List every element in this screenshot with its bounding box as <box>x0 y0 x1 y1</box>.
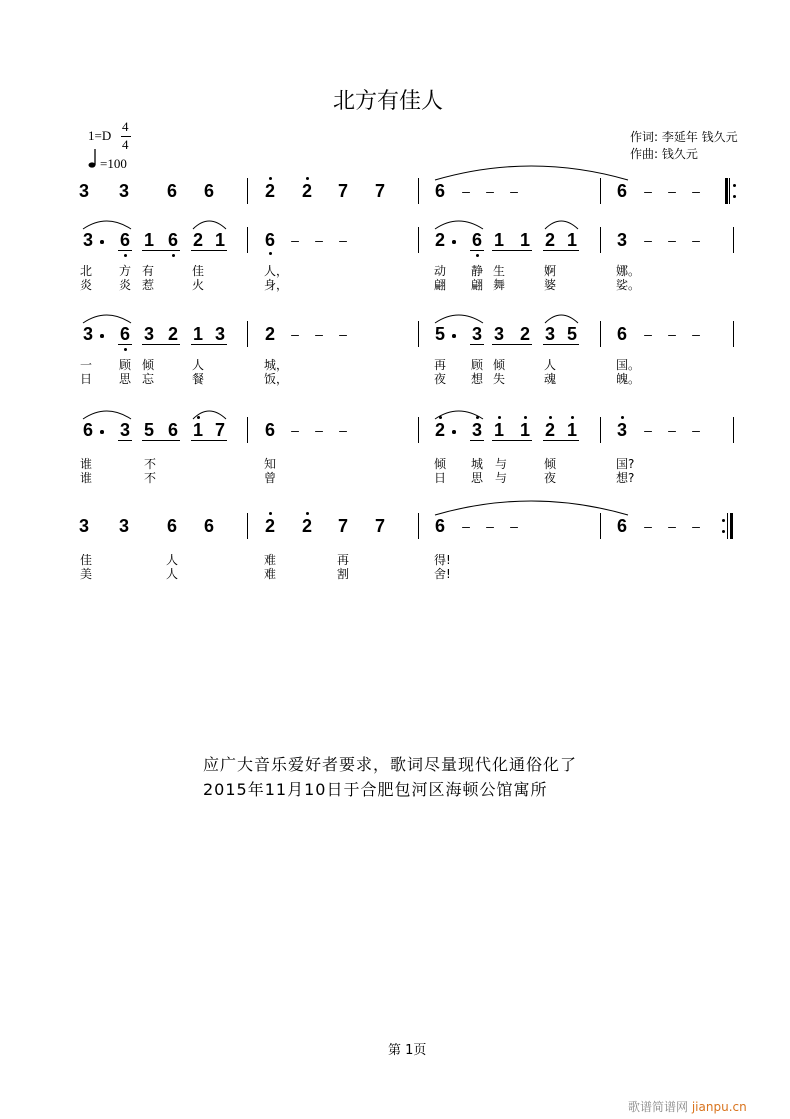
lyric-syllable: 忘 <box>142 372 155 386</box>
note: 1 <box>493 230 504 250</box>
barline <box>733 417 734 443</box>
lyric-syllable: 夜 <box>544 471 557 485</box>
octave-dot-below <box>124 348 127 351</box>
note: 6 <box>203 181 214 201</box>
sustain-dash: – <box>692 518 700 534</box>
lyric-syllable: 日 <box>80 372 93 386</box>
note: 3 <box>214 324 225 344</box>
slur <box>434 312 485 324</box>
repeat-barline <box>729 178 730 204</box>
note: 3 <box>118 516 129 536</box>
lyric-syllable: 人， <box>264 264 289 278</box>
lyric-syllable: 日 <box>434 471 447 485</box>
time-signature-top: 4 <box>122 119 129 134</box>
sustain-dash: – <box>644 422 652 438</box>
octave-dot-above <box>524 416 527 419</box>
barline <box>733 227 734 253</box>
sustain-dash: – <box>315 422 323 438</box>
remark-line-2: 2015年11月10日于合肥包河区海顿公馆寓所 <box>203 780 548 799</box>
sustain-dash: – <box>692 326 700 342</box>
sustain-dash: – <box>339 232 347 248</box>
eighth-underline <box>191 440 227 441</box>
sustain-dash: – <box>291 232 299 248</box>
lyric-syllable: 倾 <box>434 457 447 471</box>
barline <box>247 178 248 204</box>
note: 2 <box>167 324 178 344</box>
lyric-syllable: 魂 <box>544 372 557 386</box>
lyric-syllable: 人 <box>166 567 179 581</box>
tempo-marking: =100 <box>100 156 127 171</box>
note: 1 <box>143 230 154 250</box>
lyric-syllable: 佳 <box>192 264 205 278</box>
lyric-syllable: 不 <box>144 471 157 485</box>
barline <box>733 321 734 347</box>
lyric-syllable: 与 <box>495 457 508 471</box>
sustain-dash: – <box>339 326 347 342</box>
sustain-dash: – <box>291 422 299 438</box>
eighth-underline <box>543 440 579 441</box>
lyric-syllable: 与 <box>495 471 508 485</box>
note: 6 <box>434 516 445 536</box>
sustain-dash: – <box>315 326 323 342</box>
lyric-syllable: 国。 <box>616 358 641 372</box>
note: 6 <box>119 230 130 250</box>
octave-dot-above <box>549 416 552 419</box>
watermark-en: jianpu.cn <box>691 1100 747 1114</box>
lyric-syllable: 娑。 <box>616 278 641 292</box>
final-barline <box>727 513 728 539</box>
octave-dot-above <box>498 416 501 419</box>
sustain-dash: – <box>644 183 652 199</box>
note: 6 <box>166 181 177 201</box>
note: 3 <box>143 324 154 344</box>
note: 1 <box>493 420 504 440</box>
note: 7 <box>214 420 225 440</box>
lyric-syllable: 一 <box>80 358 93 372</box>
lyric-syllable: 炎 <box>119 278 132 292</box>
slur <box>434 498 630 516</box>
note: 2 <box>434 230 445 250</box>
lyric-syllable: 翩 <box>434 278 447 292</box>
barline <box>247 227 248 253</box>
sustain-dash: – <box>486 183 494 199</box>
repeat-dot <box>733 184 736 187</box>
note: 6 <box>203 516 214 536</box>
note: 1 <box>519 420 530 440</box>
slur <box>82 408 133 420</box>
time-signature-bottom: 4 <box>122 137 129 152</box>
octave-dot-above <box>269 512 272 515</box>
note: 2 <box>434 420 445 440</box>
lyric-syllable: 失 <box>493 372 506 386</box>
eighth-underline <box>470 440 484 441</box>
note: 3 <box>78 516 89 536</box>
lyric-syllable: 得! <box>434 553 451 567</box>
lyric-syllable: 炎 <box>80 278 93 292</box>
note: 7 <box>337 516 348 536</box>
note: 3 <box>493 324 504 344</box>
note: 3 <box>616 420 627 440</box>
note: 3 <box>471 324 482 344</box>
lyric-syllable: 有 <box>142 264 155 278</box>
barline <box>600 178 601 204</box>
lyric-syllable: 北 <box>80 264 93 278</box>
note: 2 <box>544 420 555 440</box>
eighth-underline <box>142 344 180 345</box>
lyric-syllable: 顾 <box>119 358 132 372</box>
note: 5 <box>566 324 577 344</box>
octave-dot-below <box>124 254 127 257</box>
note: 7 <box>374 516 385 536</box>
lyric-syllable: 难 <box>264 553 277 567</box>
barline <box>418 417 419 443</box>
lyricist-credit: 作词: 李延年 钱久元 <box>630 130 738 144</box>
augmentation-dot <box>100 240 104 244</box>
sustain-dash: – <box>668 422 676 438</box>
note: 2 <box>301 181 312 201</box>
barline <box>600 513 601 539</box>
augmentation-dot <box>452 334 456 338</box>
sustain-dash: – <box>291 326 299 342</box>
note: 1 <box>192 324 203 344</box>
note: 1 <box>214 230 225 250</box>
augmentation-dot <box>452 240 456 244</box>
lyric-syllable: 割 <box>337 567 350 581</box>
sustain-dash: – <box>692 422 700 438</box>
sustain-dash: – <box>644 518 652 534</box>
sustain-dash: – <box>692 232 700 248</box>
eighth-underline <box>118 440 132 441</box>
note: 6 <box>264 420 275 440</box>
note: 1 <box>192 420 203 440</box>
repeat-dot <box>722 530 725 533</box>
note: 3 <box>78 181 89 201</box>
eighth-underline <box>543 344 579 345</box>
octave-dot-above <box>621 416 624 419</box>
lyric-syllable: 知 <box>264 457 277 471</box>
remark-line-1: 应广大音乐爱好者要求，歌词尽量现代化通俗化了 <box>203 755 578 774</box>
eighth-underline <box>492 440 532 441</box>
lyric-syllable: 翩 <box>471 278 484 292</box>
barline <box>418 227 419 253</box>
lyric-syllable: 人 <box>544 358 557 372</box>
octave-dot-below <box>269 252 272 255</box>
lyric-syllable: 曾 <box>264 471 277 485</box>
lyric-syllable: 难 <box>264 567 277 581</box>
eighth-underline <box>470 344 484 345</box>
composer-credit: 作曲: 钱久元 <box>630 147 698 161</box>
eighth-underline <box>191 250 227 251</box>
watermark-cn: 歌谱简谱网 <box>628 1100 689 1114</box>
lyric-syllable: 再 <box>434 358 447 372</box>
lyric-syllable: 美 <box>80 567 93 581</box>
note: 3 <box>616 230 627 250</box>
lyric-syllable: 惹 <box>142 278 155 292</box>
slur <box>192 408 228 420</box>
slur <box>434 408 485 420</box>
slur <box>434 218 485 230</box>
note: 6 <box>166 516 177 536</box>
lyric-syllable: 静 <box>471 264 484 278</box>
note: 2 <box>264 181 275 201</box>
sustain-dash: – <box>668 183 676 199</box>
lyric-syllable: 想? <box>616 471 635 485</box>
octave-dot-above <box>571 416 574 419</box>
note: 2 <box>264 324 275 344</box>
lyric-syllable: 火 <box>192 278 205 292</box>
eighth-underline <box>142 250 180 251</box>
barline <box>418 513 419 539</box>
lyric-syllable: 身， <box>264 278 289 292</box>
slur <box>544 312 580 324</box>
note: 3 <box>82 230 93 250</box>
note: 6 <box>616 324 627 344</box>
barline <box>418 321 419 347</box>
lyric-syllable: 城 <box>471 457 484 471</box>
note: 6 <box>264 230 275 250</box>
note: 5 <box>143 420 154 440</box>
eighth-underline <box>470 250 484 251</box>
final-barline <box>730 513 733 539</box>
note: 1 <box>519 230 530 250</box>
eighth-underline <box>191 344 227 345</box>
note: 2 <box>192 230 203 250</box>
barline <box>600 227 601 253</box>
sustain-dash: – <box>462 518 470 534</box>
lyric-syllable: 谁 <box>80 457 93 471</box>
lyric-syllable: 生 <box>493 264 506 278</box>
note: 3 <box>82 324 93 344</box>
note: 7 <box>374 181 385 201</box>
note: 6 <box>616 516 627 536</box>
note: 6 <box>82 420 93 440</box>
note: 7 <box>337 181 348 201</box>
song-title: 北方有佳人 <box>332 89 443 114</box>
lyric-syllable: 谁 <box>80 471 93 485</box>
eighth-underline <box>543 250 579 251</box>
lyric-syllable: 思 <box>471 471 484 485</box>
sustain-dash: – <box>462 183 470 199</box>
octave-dot-above <box>306 177 309 180</box>
lyric-syllable: 舍! <box>434 567 451 581</box>
lyric-syllable: 佳 <box>80 553 93 567</box>
barline <box>600 321 601 347</box>
augmentation-dot <box>100 430 104 434</box>
key-signature: 1=D <box>88 128 112 143</box>
lyric-syllable: 倾 <box>493 358 506 372</box>
eighth-underline <box>492 250 532 251</box>
sustain-dash: – <box>315 232 323 248</box>
octave-dot-above <box>269 177 272 180</box>
lyric-syllable: 倾 <box>544 457 557 471</box>
lyric-syllable: 思 <box>119 372 132 386</box>
lyric-syllable: 倾 <box>142 358 155 372</box>
note: 3 <box>471 420 482 440</box>
slur <box>82 218 133 230</box>
sustain-dash: – <box>510 183 518 199</box>
watermark <box>628 1098 747 1115</box>
lyric-syllable: 不 <box>144 457 157 471</box>
lyric-syllable: 饭， <box>264 372 289 386</box>
lyric-syllable: 婀 <box>544 264 557 278</box>
note: 2 <box>301 516 312 536</box>
lyric-syllable: 舞 <box>493 278 506 292</box>
lyric-syllable: 夜 <box>434 372 447 386</box>
page-number: 第 1页 <box>388 1043 427 1058</box>
sustain-dash: – <box>644 326 652 342</box>
lyric-syllable: 国? <box>616 457 635 471</box>
octave-dot-below <box>172 254 175 257</box>
repeat-dot <box>722 519 725 522</box>
sustain-dash: – <box>668 518 676 534</box>
note: 6 <box>471 230 482 250</box>
note: 2 <box>544 230 555 250</box>
lyric-syllable: 人 <box>192 358 205 372</box>
barline <box>247 513 248 539</box>
note: 6 <box>167 230 178 250</box>
barline <box>418 178 419 204</box>
note: 3 <box>544 324 555 344</box>
slur <box>82 312 133 324</box>
augmentation-dot <box>452 430 456 434</box>
note: 1 <box>566 230 577 250</box>
barline <box>247 321 248 347</box>
note: 2 <box>519 324 530 344</box>
slur <box>434 163 630 181</box>
sustain-dash: – <box>692 183 700 199</box>
lyric-syllable: 魄。 <box>616 372 641 386</box>
note: 3 <box>119 420 130 440</box>
sustain-dash: – <box>510 518 518 534</box>
eighth-underline <box>492 344 532 345</box>
quarter-note-icon <box>88 148 98 175</box>
lyric-syllable: 顾 <box>471 358 484 372</box>
note: 2 <box>264 516 275 536</box>
note: 1 <box>566 420 577 440</box>
note: 6 <box>616 181 627 201</box>
barline <box>600 417 601 443</box>
repeat-dot <box>733 195 736 198</box>
repeat-barline <box>725 178 728 204</box>
sustain-dash: – <box>339 422 347 438</box>
slur <box>544 218 580 230</box>
lyric-syllable: 方 <box>119 264 132 278</box>
octave-dot-above <box>306 512 309 515</box>
eighth-underline <box>118 250 132 251</box>
sustain-dash: – <box>486 518 494 534</box>
lyric-syllable: 餐 <box>192 372 205 386</box>
lyric-syllable: 人 <box>166 553 179 567</box>
sustain-dash: – <box>644 232 652 248</box>
eighth-underline <box>118 344 132 345</box>
lyric-syllable: 娜。 <box>616 264 641 278</box>
sustain-dash: – <box>668 232 676 248</box>
lyric-syllable: 婆 <box>544 278 557 292</box>
barline <box>247 417 248 443</box>
lyric-syllable: 动 <box>434 264 447 278</box>
note: 5 <box>434 324 445 344</box>
slur <box>192 218 228 230</box>
augmentation-dot <box>100 334 104 338</box>
note: 3 <box>118 181 129 201</box>
note: 6 <box>119 324 130 344</box>
note: 6 <box>167 420 178 440</box>
sustain-dash: – <box>668 326 676 342</box>
eighth-underline <box>142 440 180 441</box>
lyric-syllable: 想 <box>471 372 484 386</box>
octave-dot-below <box>476 254 479 257</box>
lyric-syllable: 城， <box>264 358 289 372</box>
lyric-syllable: 再 <box>337 553 350 567</box>
note: 6 <box>434 181 445 201</box>
